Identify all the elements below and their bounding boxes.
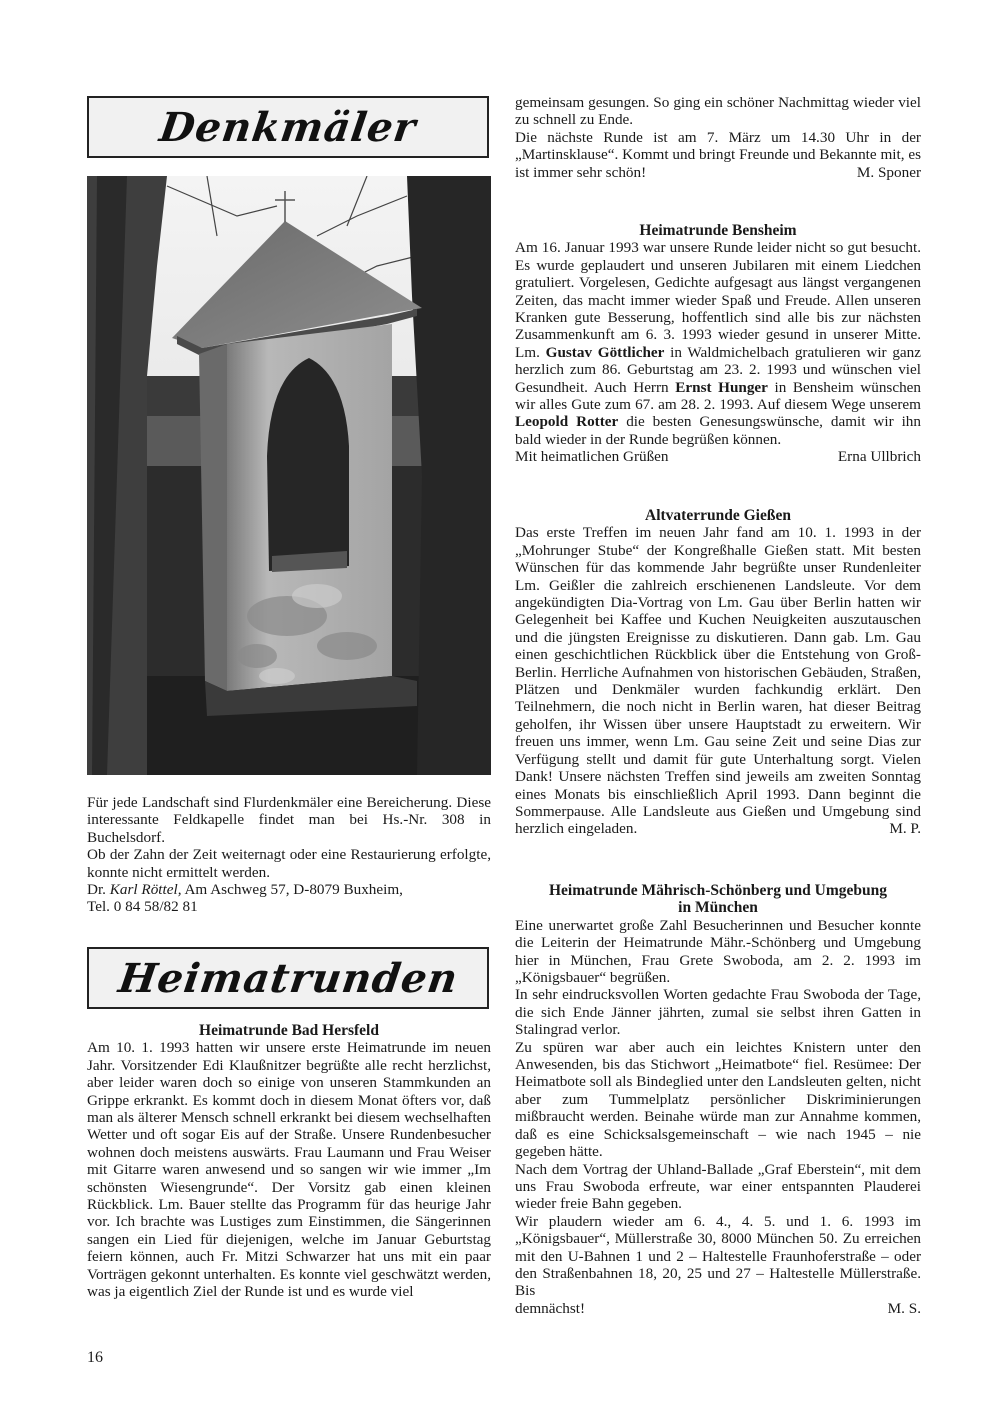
denkmaeler-banner-title: Denkmäler bbox=[156, 103, 420, 151]
signature: M. S. bbox=[887, 1299, 921, 1317]
heimatrunden-banner bbox=[87, 947, 489, 1009]
article-continued bbox=[515, 94, 921, 181]
article-bad-hersfeld bbox=[87, 1022, 491, 1301]
article-body: gemeinsam gesungen. So ging ein schöner Nachmittag wieder viel zu schnell zu Ende. bbox=[515, 94, 921, 129]
author-name: Karl Röttel, bbox=[109, 881, 182, 899]
article-body: Am 16. Januar 1993 war unsere Runde leider nicht so gut besucht. Es wurde geplaudert und unseren Jubilaren mit einem Liedchen gratuliert. Vorgelesen, Gedichte aufgesagt aus längst vergangenen Zeiten, das macht immer wieder Spaß und Freude. Allen unseren Kranken gute Besserung, hoffentlich sind alle bis zur nächsten Zusammenkunft am 6. 3. 1993 wieder gesund in unserer Mitte. Lm. Gustav Göttlicher in Waldmichelbach gratulieren wir ganz herzlich zum 86. Geburtstag am 23. 2. 1993 und wünschen viel Gesundheit. Auch Herrn Ernst Hunger in Bensheim wünschen wir alles Gute zum 67. am 28. 2. 1993. Auf diesem Wege unserem Leopold Rotter die besten Genesungswünsche, damit wir ihn bald wieder in der Runde begrüßen können. bbox=[515, 239, 922, 448]
caption-paragraph-2: Ob der Zahn der Zeit weiternagt oder eine Restaurierung erfolgte, konnte nicht ermittelt werden. bbox=[87, 846, 491, 881]
article-body: Eine unerwartet große Zahl Besucherinnen und Besucher konnte die Leiterin der Heimatrunde Mähr.-Schönberg und Umgebung hier in München, Frau Grete Swoboda, am 2. 2. 1993 im „Königsbauer“ begrüßen. bbox=[515, 916, 921, 987]
chapel-photo bbox=[87, 176, 491, 775]
article-bensheim bbox=[515, 222, 921, 466]
author-phone: Tel. 0 84 58/82 81 bbox=[87, 898, 198, 916]
caption-author: Dr. Karl Röttel, Am Aschweg 57, D-8079 Buxheim, bbox=[87, 881, 403, 899]
article-title: Heimatrunde Bad Hersfeld bbox=[199, 1022, 379, 1039]
person-name: Gustav Göttlicher bbox=[545, 343, 665, 361]
article-title: Heimatrunde Bensheim bbox=[639, 222, 797, 239]
article-body: Zu spüren war aber auch ein leichtes Knistern unter den Anwesenden, bis das Stichwort „Heimatbote“ fiel. Resümee: Der Heimatbote soll als Bindeglied unter den Landsleuten gelten, nicht aber zum Tummelplatz persönlicher Diskriminierungen mißbraucht werden. Beinahe würde man zur Annahme kommen, daß es eine Schicksalsgemeinschaft – wie nach 1945 – nie gegeben hätte. bbox=[515, 1038, 921, 1161]
article-body: In sehr eindrucksvollen Worten gedachte Frau Swoboda der Tage, die sich Ende Jänner jährten, zumal sie selbst ihren Gatten in Stalingrad verlor. bbox=[515, 986, 921, 1039]
article-body: Am 10. 1. 1993 hatten wir unsere erste Heimatrunde im neuen Jahr. Vorsitzender Edi Klaußnitzer begrüßte alle recht herzlichst, aber leider waren doch so einige von unseren Stammkunden an Grippe erkrankt. Es kommt doch in diesem Monat öfters vor, daß man als älterer Mensch schnell erkrankt bei diesem wechselhaften Wetter und oft sogar Eis auf der Straße. Unsere Rundenbesucher wohnen doch meistens auswärts. Frau Laumann und Frau Weiser mit Gitarre waren anwesend und so sangen wir wie immer „Im schönsten Wiesengrunde“. Der Vorsitz gab einen kleinen Rückblick. Lm. Bauer stellte das Programm für das heurige Jahr vor. Ich brachte was Lustiges zum Einstimmen, die Sängerinnen sangen ein Lied für diejenigen, welche im Januar Geburtstag feiern können, auch Fr. Mitzi Schwarzer hat uns mit ein paar Vorträgen gekonnt unterhalten. Es konnte viel geschwätzt werden, was ja eigentlich Ziel der Runde ist und es wurde viel bbox=[87, 1039, 491, 1301]
article-title: Altvaterrunde Gießen bbox=[645, 507, 791, 524]
person-name: Leopold Rotter bbox=[515, 413, 619, 431]
heimatrunden-banner-title: Heimatrunden bbox=[115, 954, 461, 1002]
signature: M. P. bbox=[889, 820, 921, 838]
closing: demnächst! bbox=[515, 1299, 586, 1317]
closing: Mit heimatlichen Grüßen bbox=[515, 448, 669, 466]
article-body: Nach dem Vortrag der Uhland-Ballade „Graf Eberstein“, mit dem uns Frau Swoboda erfreute, war einer entspannten Plauderei wieder freie Bahn gegeben. bbox=[515, 1160, 921, 1213]
article-muenchen bbox=[515, 882, 921, 1317]
page-number: 16 bbox=[87, 1349, 103, 1366]
denkmaeler-banner bbox=[87, 96, 489, 158]
article-body: Das erste Treffen im neuen Jahr fand am 10. 1. 1993 in der „Mohrunger Stube“ der Kongreßhalle Gießen statt. Mit besten Wünschen für das kommende Jahr begrüßte unser Rundenleiter Lm. Geißler die zahlreich erschienenen Landsleute. Vor dem angekündigten Dia-Vortrag von Lm. Gau über Berlin hatten wir Gelegenheit bei Kaffee und Kuchen Neuigkeiten auszutauschen und die jüngsten Ereignisse zu diskutieren. Dann gab. Lm. Gau einen geschichtlichen Rückblick über die Entstehung von Groß-Berlin. Herrliche Aufnahmen von historischen Gebäuden, Straßen, Plätzen und Denkmäler wurden fachkundig erklärt. Den Teilnehmern, die noch nicht in Berlin waren, hat dieser Beitrag geholfen, ihr Wissen über unsere Hauptstadt zu erweitern. Wir freuen uns immer, wenn Lm. Gau seine Zeit und seine Dias zur Verfügung stellt und damit für gute Unterhaltung sorgt. Vielen Dank! Unsere nächsten Treffen sind jeweils am zweiten Sonntag eines Monats bis einschließlich April 1993. Dann beginnt die Sommerpause. Alle Landsleute aus Gießen und Umgebung sind herzlich eingeladen. bbox=[515, 524, 921, 838]
person-name: Ernst Hunger bbox=[675, 378, 768, 396]
signature: Erna Ullbrich bbox=[837, 448, 921, 466]
article-body: Die nächste Runde ist am 7. März um 14.30 Uhr in der „Martinsklause“. Kommt und bringt Freunde und Bekannte mit, es ist immer sehr schön! bbox=[515, 128, 921, 181]
denkmaeler-caption bbox=[87, 794, 491, 916]
article-title: Heimatrunde Mährisch-Schönberg und Umgebung in München bbox=[548, 882, 888, 917]
signature: M. Sponer bbox=[856, 163, 921, 181]
article-giessen bbox=[515, 507, 921, 838]
caption-paragraph-1: Für jede Landschaft sind Flurdenkmäler eine Bereicherung. Diese interessante Feldkapelle findet man bei Hs.-Nr. 308 in Buchelsdorf. bbox=[87, 794, 491, 846]
article-body: Wir plaudern wieder am 6. 4., 4. 5. und 1. 6. 1993 im „Königsbauer“, Müllerstraße 30, 8000 München 50. Zu erreichen mit den U-Bahnen 1 und 2 – Haltestelle Fraunhoferstraße – oder den Straßenbahnen 18, 20, 25 und 27 – Haltestelle Müllerstraße. Bis bbox=[515, 1212, 921, 1300]
